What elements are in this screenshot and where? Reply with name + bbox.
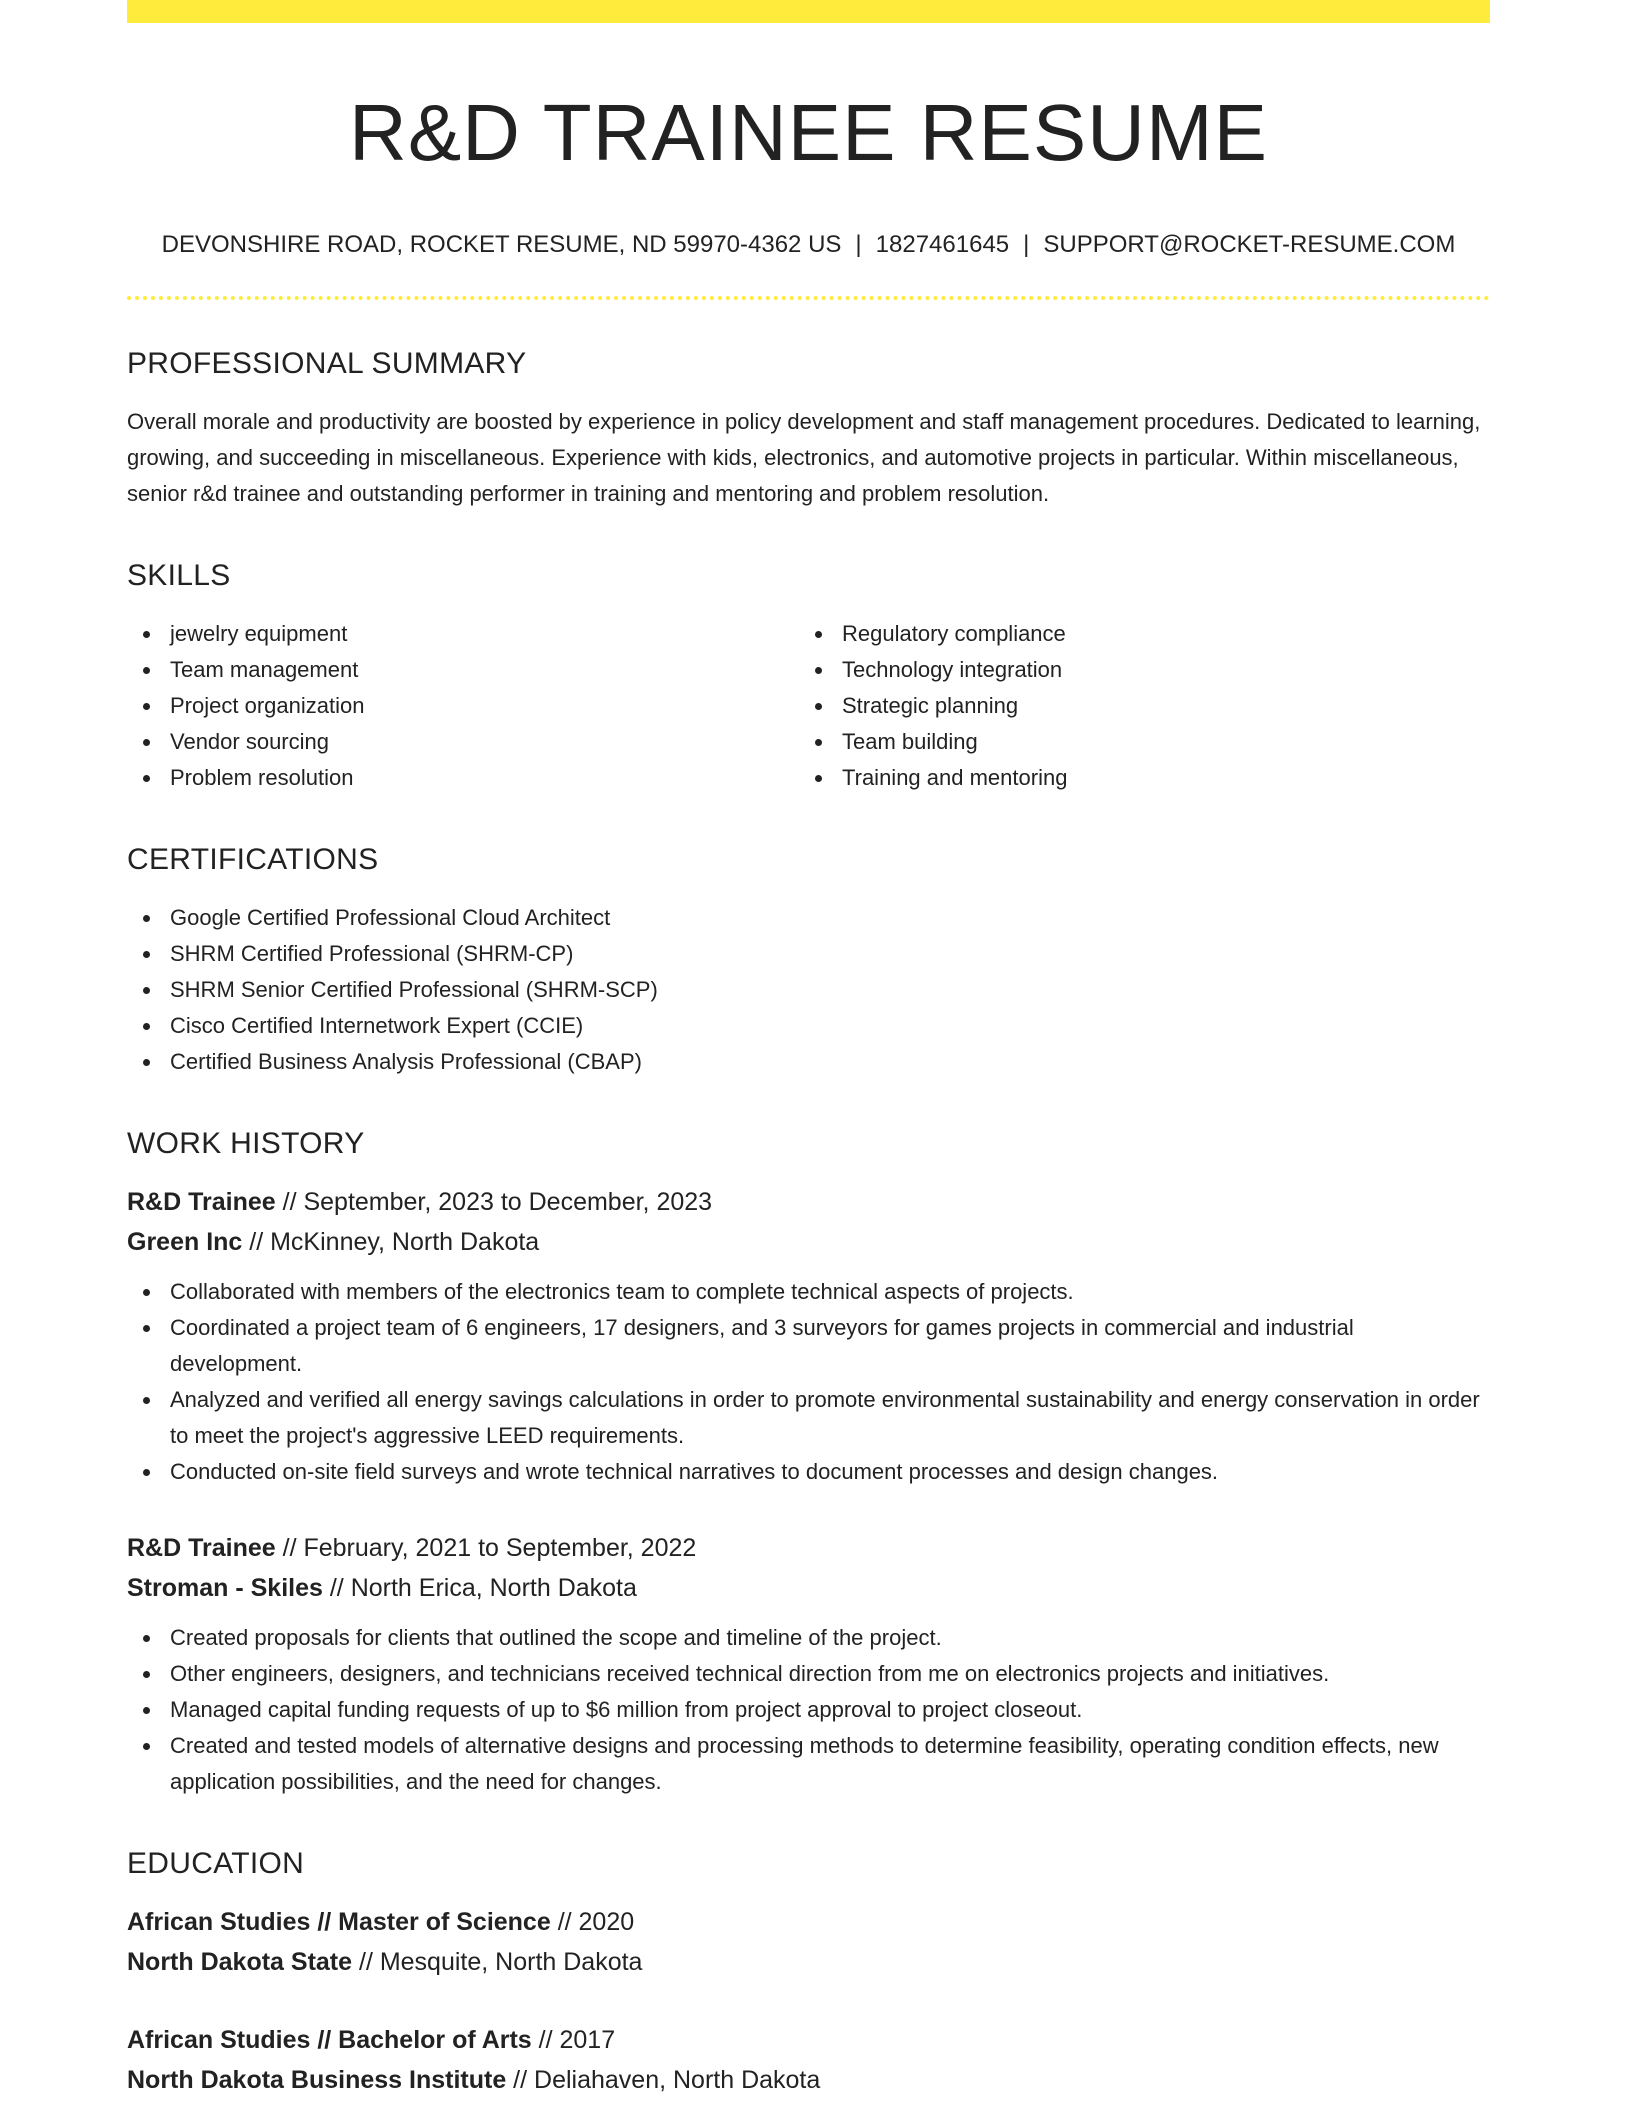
certification-item: SHRM Certified Professional (SHRM-CP) [127,936,1490,972]
contact-line [127,231,1490,260]
job-bullet: Other engineers, designers, and technicians received technical direction from me on electronics projects and initiatives. [127,1656,1490,1692]
skill-item: Team management [127,652,799,688]
skill-item: Team building [799,724,1471,760]
job-bullet: Coordinated a project team of 6 engineers, 17 designers, and 3 surveyors for games projects in commercial and industrial development. [127,1310,1490,1382]
contact-separator: | [855,231,862,258]
section-heading-certifications: CERTIFICATIONS [127,842,379,876]
section-heading-summary: PROFESSIONAL SUMMARY [127,346,527,380]
certification-item: Cisco Certified Internetwork Expert (CCIE) [127,1008,1490,1044]
job-bullets [127,1274,1490,1490]
education-school: North Dakota State [127,1947,353,1976]
education-year: // 2017 [531,2025,616,2054]
job-company: Green Inc [127,1227,243,1256]
section-heading-work-history: WORK HISTORY [127,1126,365,1160]
resume-title: R&D TRAINEE RESUME [349,88,1268,177]
job-title-line [127,1182,1490,1222]
summary-text: Overall morale and productivity are boosted by experience in policy development and staff management procedures. Dedicated to learning, growing, and succeeding in miscellaneous. Experience with kids, electronics, and automotive projects in particular. Within miscellaneous, senior r&d trainee and outstanding performer in training and mentoring and problem resolution. [127,408,1481,506]
education-school-line [127,2060,1490,2100]
education-degree-line [127,2020,1490,2060]
skill-item: jewelry equipment [127,616,799,652]
skill-item: Problem resolution [127,760,799,796]
skill-item: Regulatory compliance [799,616,1471,652]
education-school-line [127,1942,1490,1982]
job-company-line [127,1222,1490,1262]
education-entry [127,2020,1490,2100]
job-bullet: Collaborated with members of the electronics team to complete technical aspects of projects. [127,1274,1490,1310]
job-company: Stroman - Skiles [127,1573,323,1602]
job-dates: // February, 2021 to September, 2022 [275,1533,697,1562]
dotted-divider [127,296,1490,300]
section-heading-skills: SKILLS [127,558,231,592]
resume-page [127,0,1490,2100]
skill-item: Strategic planning [799,688,1471,724]
education-year: // 2020 [550,1907,635,1936]
skills-list-right [799,616,1471,796]
job-dates: // September, 2023 to December, 2023 [275,1187,713,1216]
skills-columns [127,616,1490,796]
skill-item: Technology integration [799,652,1471,688]
section-heading-education: EDUCATION [127,1846,305,1880]
contact-address: DEVONSHIRE ROAD, ROCKET RESUME, ND 59970-4362 US [161,231,842,258]
education-location: // Mesquite, North Dakota [352,1947,643,1976]
education-entry [127,1902,1490,1982]
job-bullet: Created proposals for clients that outlined the scope and timeline of the project. [127,1620,1490,1656]
education-degree: African Studies // Bachelor of Arts [127,2025,532,2054]
job-bullet: Conducted on-site field surveys and wrote technical narratives to document processes and design changes. [127,1454,1490,1490]
job-title-line [127,1528,1490,1568]
education-location: // Deliahaven, North Dakota [506,2065,821,2094]
skill-item: Training and mentoring [799,760,1471,796]
contact-separator: | [1023,231,1030,258]
certifications-list [127,900,1490,1080]
job-bullets [127,1620,1490,1800]
contact-email[interactable]: SUPPORT@ROCKET-RESUME.COM [1043,231,1456,258]
job-location: // North Erica, North Dakota [322,1573,637,1602]
job-entry [127,1182,1490,1490]
skill-item: Vendor sourcing [127,724,799,760]
certification-item: SHRM Senior Certified Professional (SHRM-SCP) [127,972,1490,1008]
skills-list-left [127,616,799,796]
job-company-line [127,1568,1490,1608]
education-school: North Dakota Business Institute [127,2065,507,2094]
job-entry [127,1528,1490,1800]
contact-phone: 1827461645 [875,231,1010,258]
job-title: R&D Trainee [127,1533,276,1562]
job-bullet: Analyzed and verified all energy savings calculations in order to promote environmental sustainability and energy conservation in order to meet the project's aggressive LEED requirements. [127,1382,1490,1454]
skill-item: Project organization [127,688,799,724]
certification-item: Certified Business Analysis Professional (CBAP) [127,1044,1490,1080]
job-bullet: Managed capital funding requests of up to $6 million from project approval to project closeout. [127,1692,1490,1728]
job-location: // McKinney, North Dakota [242,1227,540,1256]
job-title: R&D Trainee [127,1187,276,1216]
education-degree-line [127,1902,1490,1942]
accent-top-bar [127,0,1490,23]
education-degree: African Studies // Master of Science [127,1907,551,1936]
job-bullet: Created and tested models of alternative designs and processing methods to determine feasibility, operating condition effects, new application possibilities, and the need for changes. [127,1728,1490,1800]
certification-item: Google Certified Professional Cloud Architect [127,900,1490,936]
